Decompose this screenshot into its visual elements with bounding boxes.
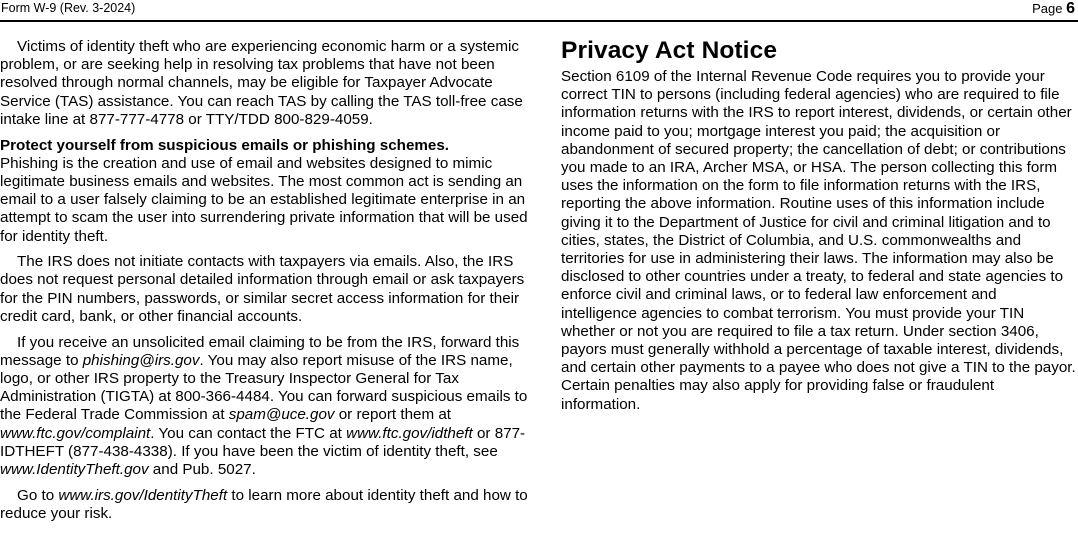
ftc-idtheft-link[interactable]: www.ftc.gov/idtheft xyxy=(346,424,473,442)
phishing-heading: Protect yourself from suspicious emails or phishing schemes. xyxy=(0,136,450,154)
report-text-4: . You can contact the FTC at xyxy=(150,424,347,442)
left-column xyxy=(0,38,528,531)
report-text-3: or report them at xyxy=(334,406,452,424)
irs-contact-paragraph: The IRS does not initiate contacts with taxpayers via emails. Also, the IRS does not request personal detailed information through email or ask taxpayers for the PIN numbers, passwords, or similar secret access information for their credit card, bank, or other financial accounts. xyxy=(0,253,525,325)
report-paragraph xyxy=(0,334,528,480)
report-text-5: or 877-IDTHEFT (877-438-4338). If you have been the victim of identity theft, see xyxy=(0,424,526,460)
privacy-act-heading: Privacy Act Notice xyxy=(561,37,778,64)
learn-text-2: to learn more about identity theft and how to reduce your risk. xyxy=(0,486,528,522)
learn-text-1: Go to xyxy=(17,486,59,504)
irs-identity-theft-link[interactable]: www.irs.gov/IdentityTheft xyxy=(58,486,228,504)
report-text-1: If you receive an unsolicited email claiming to be from the IRS, forward this message to xyxy=(0,333,520,369)
page-prefix: Page xyxy=(1032,1,1067,16)
phishing-email-link[interactable]: phishing@irs.gov xyxy=(82,351,200,369)
phishing-body: Phishing is the creation and use of email and websites designed to mimic legitimate business emails and websites. The most common act is sending an email to a user falsely claiming to be an established legitimate enterprise in an attempt to scam the user into surrendering private information that will be used for identity theft. xyxy=(0,154,528,245)
right-column xyxy=(561,37,1076,414)
report-text-6: and Pub. 5027. xyxy=(148,460,256,478)
tas-paragraph: Victims of identity theft who are experiencing economic harm or a systemic problem, or are seeking help in resolving tax problems that have not been resolved through normal channels, may be eligible for Taxpayer Advocate Service (TAS) assistance. You can reach TAS by calling the TAS toll-free case intake line at 877-777-4778 or TTY/TDD 800-829-4059. xyxy=(0,38,523,128)
page-header xyxy=(0,0,1078,22)
page-number-label xyxy=(1032,0,1075,18)
form-identifier: Form W-9 (Rev. 3-2024) xyxy=(1,1,136,15)
ftc-complaint-link[interactable]: www.ftc.gov/complaint xyxy=(0,424,151,442)
privacy-act-body: Section 6109 of the Internal Revenue Code requires you to provide your correct TIN to persons (including federal agencies) who are required to file information returns with the IRS to report interest, dividends, or certain other income paid to you; mortgage interest you paid; the acquisition or abandonment of secured property; the cancellation of debt; or contributions you made to an IRA, Archer MSA, or HSA. The person collecting this form uses the information on the form to file information returns with the IRS, reporting the above information. Routine uses of this information include giving it to the Department of Justice for civil and criminal litigation and to cities, states, the District of Columbia, and U.S. commonwealths and territories for use in administering their laws. The information may also be disclosed to other countries under a treaty, to federal and state agencies to enforce civil and criminal laws, or to federal law enforcement and intelligence agencies to combat terrorism. You must provide your TIN whether or not you are required to file a tax return. Under section 3406, payors must generally withhold a percentage of taxable interest, dividends, and certain other payments to a payee who does not give a TIN to the payor. Certain penalties may also apply for providing false or fraudulent information. xyxy=(561,68,1076,413)
report-text-2: . You may also report misuse of the IRS name, logo, or other IRS property to the Treasury Inspector General for Tax Administration (TIGTA) at 800-366-4484. You can forward suspicious emails to the Federal Trade Commission at xyxy=(0,351,528,424)
page-number: 6 xyxy=(1066,0,1075,17)
identitytheft-gov-link[interactable]: www.IdentityTheft.gov xyxy=(0,460,149,478)
spam-email-link[interactable]: spam@uce.gov xyxy=(228,406,335,424)
learn-more-paragraph xyxy=(0,487,528,523)
phishing-paragraph xyxy=(0,137,528,246)
